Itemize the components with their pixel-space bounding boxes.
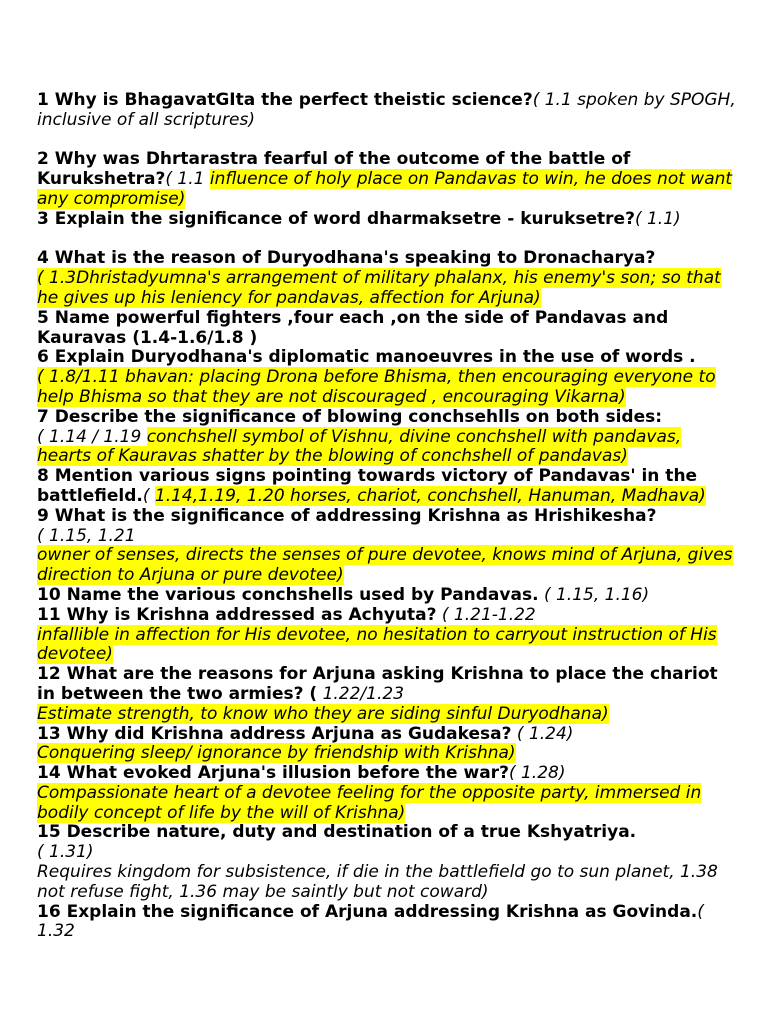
answer-text: ( 1.28) — [508, 763, 566, 784]
answer-text: ( 1.31) — [37, 842, 94, 863]
question-block — [37, 467, 737, 507]
question-block — [37, 210, 737, 230]
highlighted-answer: influence of holy place on Pandavas to win, he does not want any compromise) — [37, 169, 733, 209]
highlighted-answer: owner of senses, directs the senses of pure devotee, knows mind of Arjuna, gives direction to Arjuna or pure devotee) — [37, 545, 733, 586]
question-text: 3 Explain the significance of word dharmaksetre - kuruksetre? — [37, 208, 635, 229]
answer-text: ( 1.15, 1.16) — [538, 584, 650, 605]
question-text: 16 Explain the significance of Arjuna addressing Krishna as Govinda. — [37, 901, 698, 922]
answer-text: ( 1.32 — [37, 901, 704, 942]
question-block — [37, 823, 737, 902]
question-text: 9 What is the significance of addressing Krishna as Hrishikesha? — [37, 505, 657, 526]
question-text: 11 Why is Krishna addressed as Achyuta? — [37, 604, 437, 625]
question-text: 7 Describe the significance of blowing conchsehlls on both sides: — [37, 406, 663, 427]
question-text: 12 What are the reasons for Arjuna asking Krishna to place the chariot in between the two armies? ( — [37, 664, 718, 704]
highlighted-answer: infallible in affection for His devotee, no hesitation to carryout instruction of His devotee) — [37, 624, 717, 665]
question-block — [37, 408, 737, 467]
question-block — [37, 348, 737, 407]
highlighted-answer: ( 1.3Dhristadyumna's arrangement of military phalanx, his enemy's son; so that he gives up his leniency for pandavas, affection for Arjuna) — [37, 268, 721, 308]
question-block — [37, 903, 737, 943]
question-text: 4 What is the reason of Duryodhana's speaking to Dronacharya? — [37, 248, 656, 269]
question-text: 5 Name powerful fighters ,four each ,on the side of Pandavas and Kauravas (1.4-1.6/1.8 ) — [37, 307, 669, 348]
answer-text: ( 1.14 / 1.19 — [37, 426, 147, 447]
question-block — [37, 309, 737, 349]
question-block — [37, 586, 737, 606]
answer-text: ( 1.1 — [165, 169, 210, 190]
question-text: 10 Name the various conchshells used by Pandavas. — [37, 584, 539, 605]
answer-text: ( 1.15, 1.21 — [37, 525, 136, 546]
highlighted-answer: 1.14,1.19, 1.20 horses, chariot, conchshell, Hanuman, Madhava) — [154, 485, 706, 506]
blank-line — [37, 230, 737, 250]
answer-text: ( 1.21-1.22 — [436, 604, 536, 625]
question-text: 13 Why did Krishna address Arjuna as Gudakesa? — [37, 723, 512, 744]
highlighted-answer: Conquering sleep/ ignorance by friendship with Krishna) — [37, 743, 516, 764]
question-block — [37, 150, 737, 209]
question-text: 6 Explain Duryodhana's diplomatic manoeuvres in the use of words . — [37, 347, 696, 368]
blank-line — [37, 131, 737, 151]
answer-text: ( — [142, 485, 155, 506]
answer-text: 1.22/1.23 — [317, 683, 405, 704]
highlighted-answer: Estimate strength, to know who they are siding sinful Duryodhana) — [37, 703, 609, 724]
question-text: 8 Mention various signs pointing towards victory of Pandavas' in the battlefield. — [37, 466, 698, 506]
highlighted-answer: Compassionate heart of a devotee feeling for the opposite party, immersed in bodily concept of life by the will of Krishna) — [37, 782, 702, 823]
question-block — [37, 725, 737, 765]
question-text: 1 Why is BhagavatGIta the perfect theistic science? — [37, 90, 533, 110]
question-text: 15 Describe nature, duty and destination of a true Kshyatriya. — [37, 822, 637, 843]
answer-text: Requires kingdom for subsistence, if die in the battlefield go to sun planet, 1.38 not refuse fight, 1.36 may be saintly but not coward) — [37, 862, 718, 902]
answer-text: ( 1.1) — [634, 208, 681, 229]
question-block — [37, 606, 737, 665]
question-text: 2 Why was Dhrtarastra fearful of the outcome of the battle of Kurukshetra? — [37, 149, 631, 190]
question-block — [37, 665, 737, 724]
question-text: 14 What evoked Arjuna's illusion before the war? — [37, 763, 509, 784]
answer-text: ( 1.24) — [511, 723, 574, 744]
highlighted-answer: conchshell symbol of Vishnu, divine conchshell with pandavas, hearts of Kauravas shatter by the blowing of conchshell of pandavas) — [37, 426, 682, 467]
question-block — [37, 91, 737, 131]
question-block — [37, 249, 737, 308]
highlighted-answer: ( 1.8/1.11 bhavan: placing Drona before Bhisma, then encouraging everyone to help Bhisma so that they are not discouraged , encouraging Vikarna) — [37, 367, 716, 407]
answer-text: ( 1.1 spoken by SPOGH, inclusive of all scriptures) — [37, 90, 736, 130]
question-block — [37, 764, 737, 823]
question-block — [37, 507, 737, 586]
document-body — [37, 91, 737, 942]
